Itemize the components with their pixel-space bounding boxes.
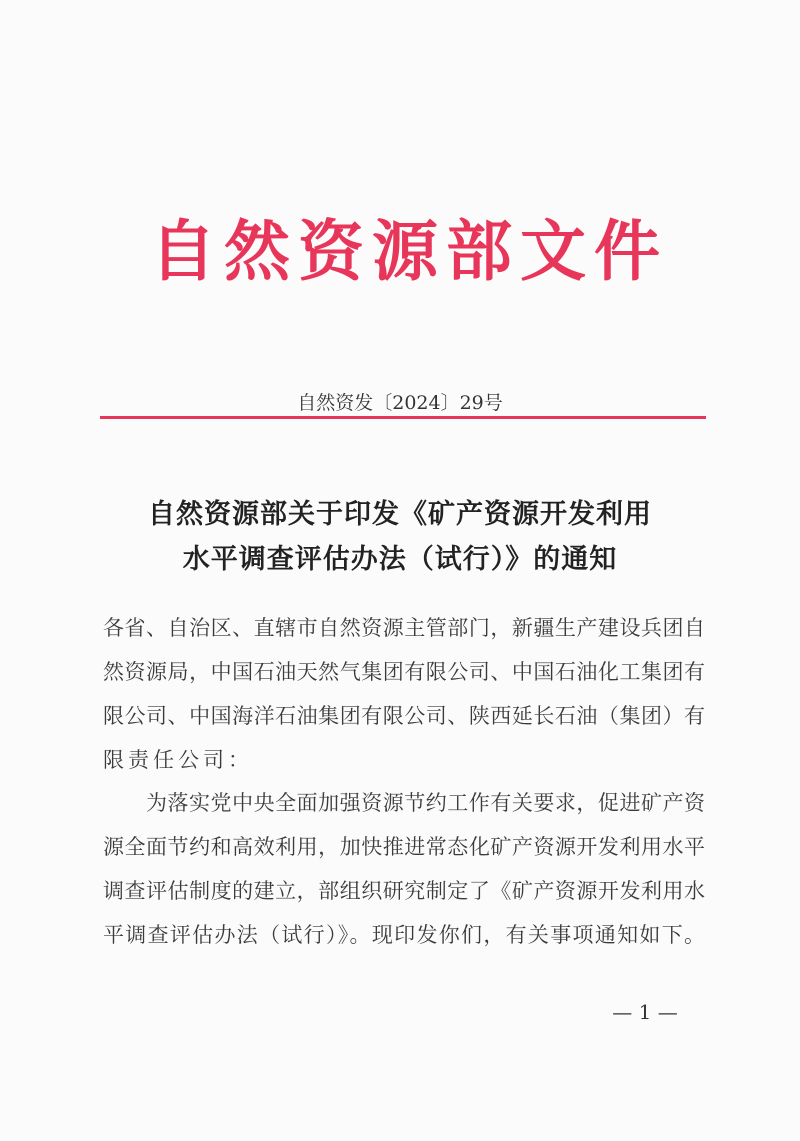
body-line: 源全面节约和高效利用，加快推进常态化矿产资源开发利用水平	[103, 835, 705, 859]
body-line: 调查评估制度的建立，部组织研究制定了《矿产资源开发利用水	[103, 879, 705, 903]
red-divider	[100, 416, 706, 419]
addressee-line: 限公司、中国海洋石油集团有限公司、陕西延长石油（集团）有	[103, 704, 705, 728]
body-line: 平调查评估办法（试行）》。现印发你们，有关事项通知如下。	[103, 923, 705, 947]
page-number: — 1 —	[612, 1000, 678, 1024]
document-title-line-1: 自然资源部关于印发《矿产资源开发利用	[148, 499, 652, 530]
document-masthead: 自然资源部文件	[150, 213, 662, 290]
addressee-line: 限责任公司：	[103, 748, 253, 772]
document-number: 自然资发〔2024〕29号	[297, 392, 503, 414]
addressee-line: 各省、自治区、直辖市自然资源主管部门，新疆生产建设兵团自	[103, 616, 705, 640]
addressee-line: 然资源局，中国石油天然气集团有限公司、中国石油化工集团有	[103, 660, 705, 684]
document-title-line-2: 水平调查评估办法（试行）》的通知	[182, 544, 618, 575]
body-line: 为落实党中央全面加强资源节约工作有关要求，促进矿产资	[146, 791, 705, 815]
